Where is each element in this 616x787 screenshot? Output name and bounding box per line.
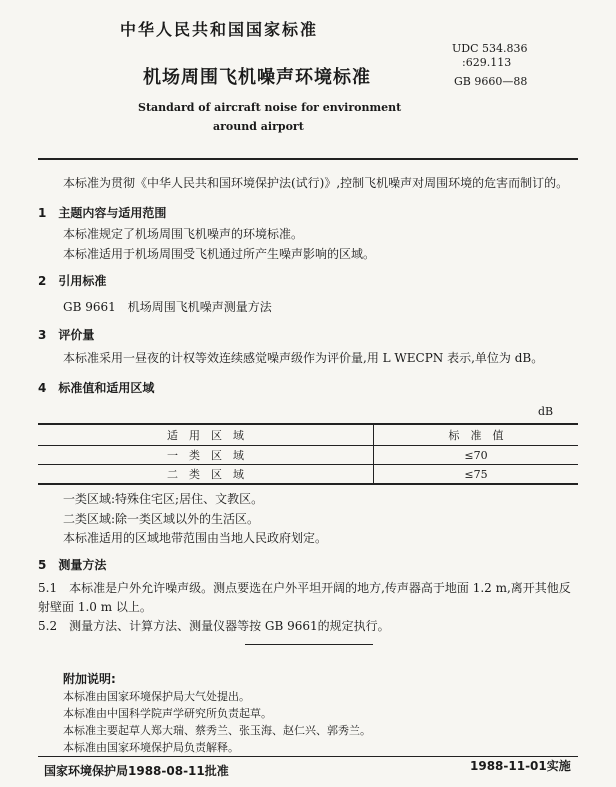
header-rule <box>38 158 578 160</box>
section-1-para-2: 本标准适用于机场周围受飞机通过所产生噪声影响的区域。 <box>63 247 376 261</box>
udc-line-1: UDC 534.836 <box>452 42 528 55</box>
appendix-line-4: 本标准由国家环境保护局负责解释。 <box>63 741 239 754</box>
gb-number: GB 9660—88 <box>454 75 528 88</box>
appendix-line-3: 本标准主要起草人郑大瑞、蔡秀兰、张玉海、赵仁兴、郭秀兰。 <box>63 724 371 737</box>
zone-note-3: 本标准适用的区域地带范围由当地人民政府划定。 <box>63 531 328 545</box>
section-5-heading: 5 测量方法 <box>38 558 107 572</box>
intro-paragraph: 本标准为贯彻《中华人民共和国环境保护法(试行)》,控制飞机噪声对周围环境的危害而制订的。 <box>63 176 569 190</box>
table-unit: dB <box>538 405 554 418</box>
page-title: 机场周围飞机噪声环境标准 <box>143 67 371 88</box>
section-5-para-2: 5.2 测量方法、计算方法、测量仪器等按 GB 9661的规定执行。 <box>38 619 390 633</box>
title-en-line-1: Standard of aircraft noise for environment <box>138 101 402 114</box>
standard-value-table <box>38 423 578 485</box>
section-3-heading: 3 评价量 <box>38 328 95 342</box>
section-1-heading: 1 主题内容与适用范围 <box>38 206 167 220</box>
table-cell-value: ≤75 <box>464 467 488 481</box>
approval-date: 国家环境保护局1988-08-11批准 <box>44 764 229 778</box>
table-row <box>38 465 578 485</box>
appendix-separator <box>245 644 373 645</box>
udc-line-2: :629.113 <box>462 56 512 69</box>
section-2-heading: 2 引用标准 <box>38 274 107 288</box>
table-row <box>38 446 578 465</box>
section-4-heading: 4 标准值和适用区域 <box>38 381 155 395</box>
table-header-value: 标 准 值 <box>448 429 504 442</box>
zone-note-2: 二类区域:除一类区域以外的生活区。 <box>63 512 260 526</box>
appendix-line-1: 本标准由国家环境保护局大气处提出。 <box>63 690 250 703</box>
zone-note-1: 一类区域:特殊住宅区;居住、文教区。 <box>63 492 264 506</box>
implementation-date: 1988-11-01实施 <box>470 759 571 773</box>
section-1-para-1: 本标准规定了机场周围飞机噪声的环境标准。 <box>63 227 304 241</box>
table-cell-zone: 一 类 区 域 <box>38 446 374 465</box>
table-cell-value: ≤70 <box>464 448 488 462</box>
appendix-heading: 附加说明: <box>63 672 116 686</box>
section-5-para-1-line-2: 射壁面 1.0 m 以上。 <box>38 600 152 614</box>
appendix-line-2: 本标准由中国科学院声学研究所负责起草。 <box>63 707 272 720</box>
title-en-line-2: around airport <box>213 120 304 133</box>
standard-body: 中华人民共和国国家标准 <box>120 20 319 39</box>
table-header-zone: 适 用 区 域 <box>38 424 374 446</box>
section-5-para-1-line-1: 5.1 本标准是户外允许噪声级。测点要选在户外平坦开阔的地方,传声器高于地面 1.2 m,离开其他反 <box>38 581 571 595</box>
section-3-para-1: 本标准采用一昼夜的计权等效连续感觉噪声级作为评价量,用 L WECPN 表示,单位为 dB。 <box>63 351 544 365</box>
table-cell-zone: 二 类 区 域 <box>38 465 374 485</box>
section-2-para-1: GB 9661 机场周围飞机噪声测量方法 <box>63 300 272 314</box>
